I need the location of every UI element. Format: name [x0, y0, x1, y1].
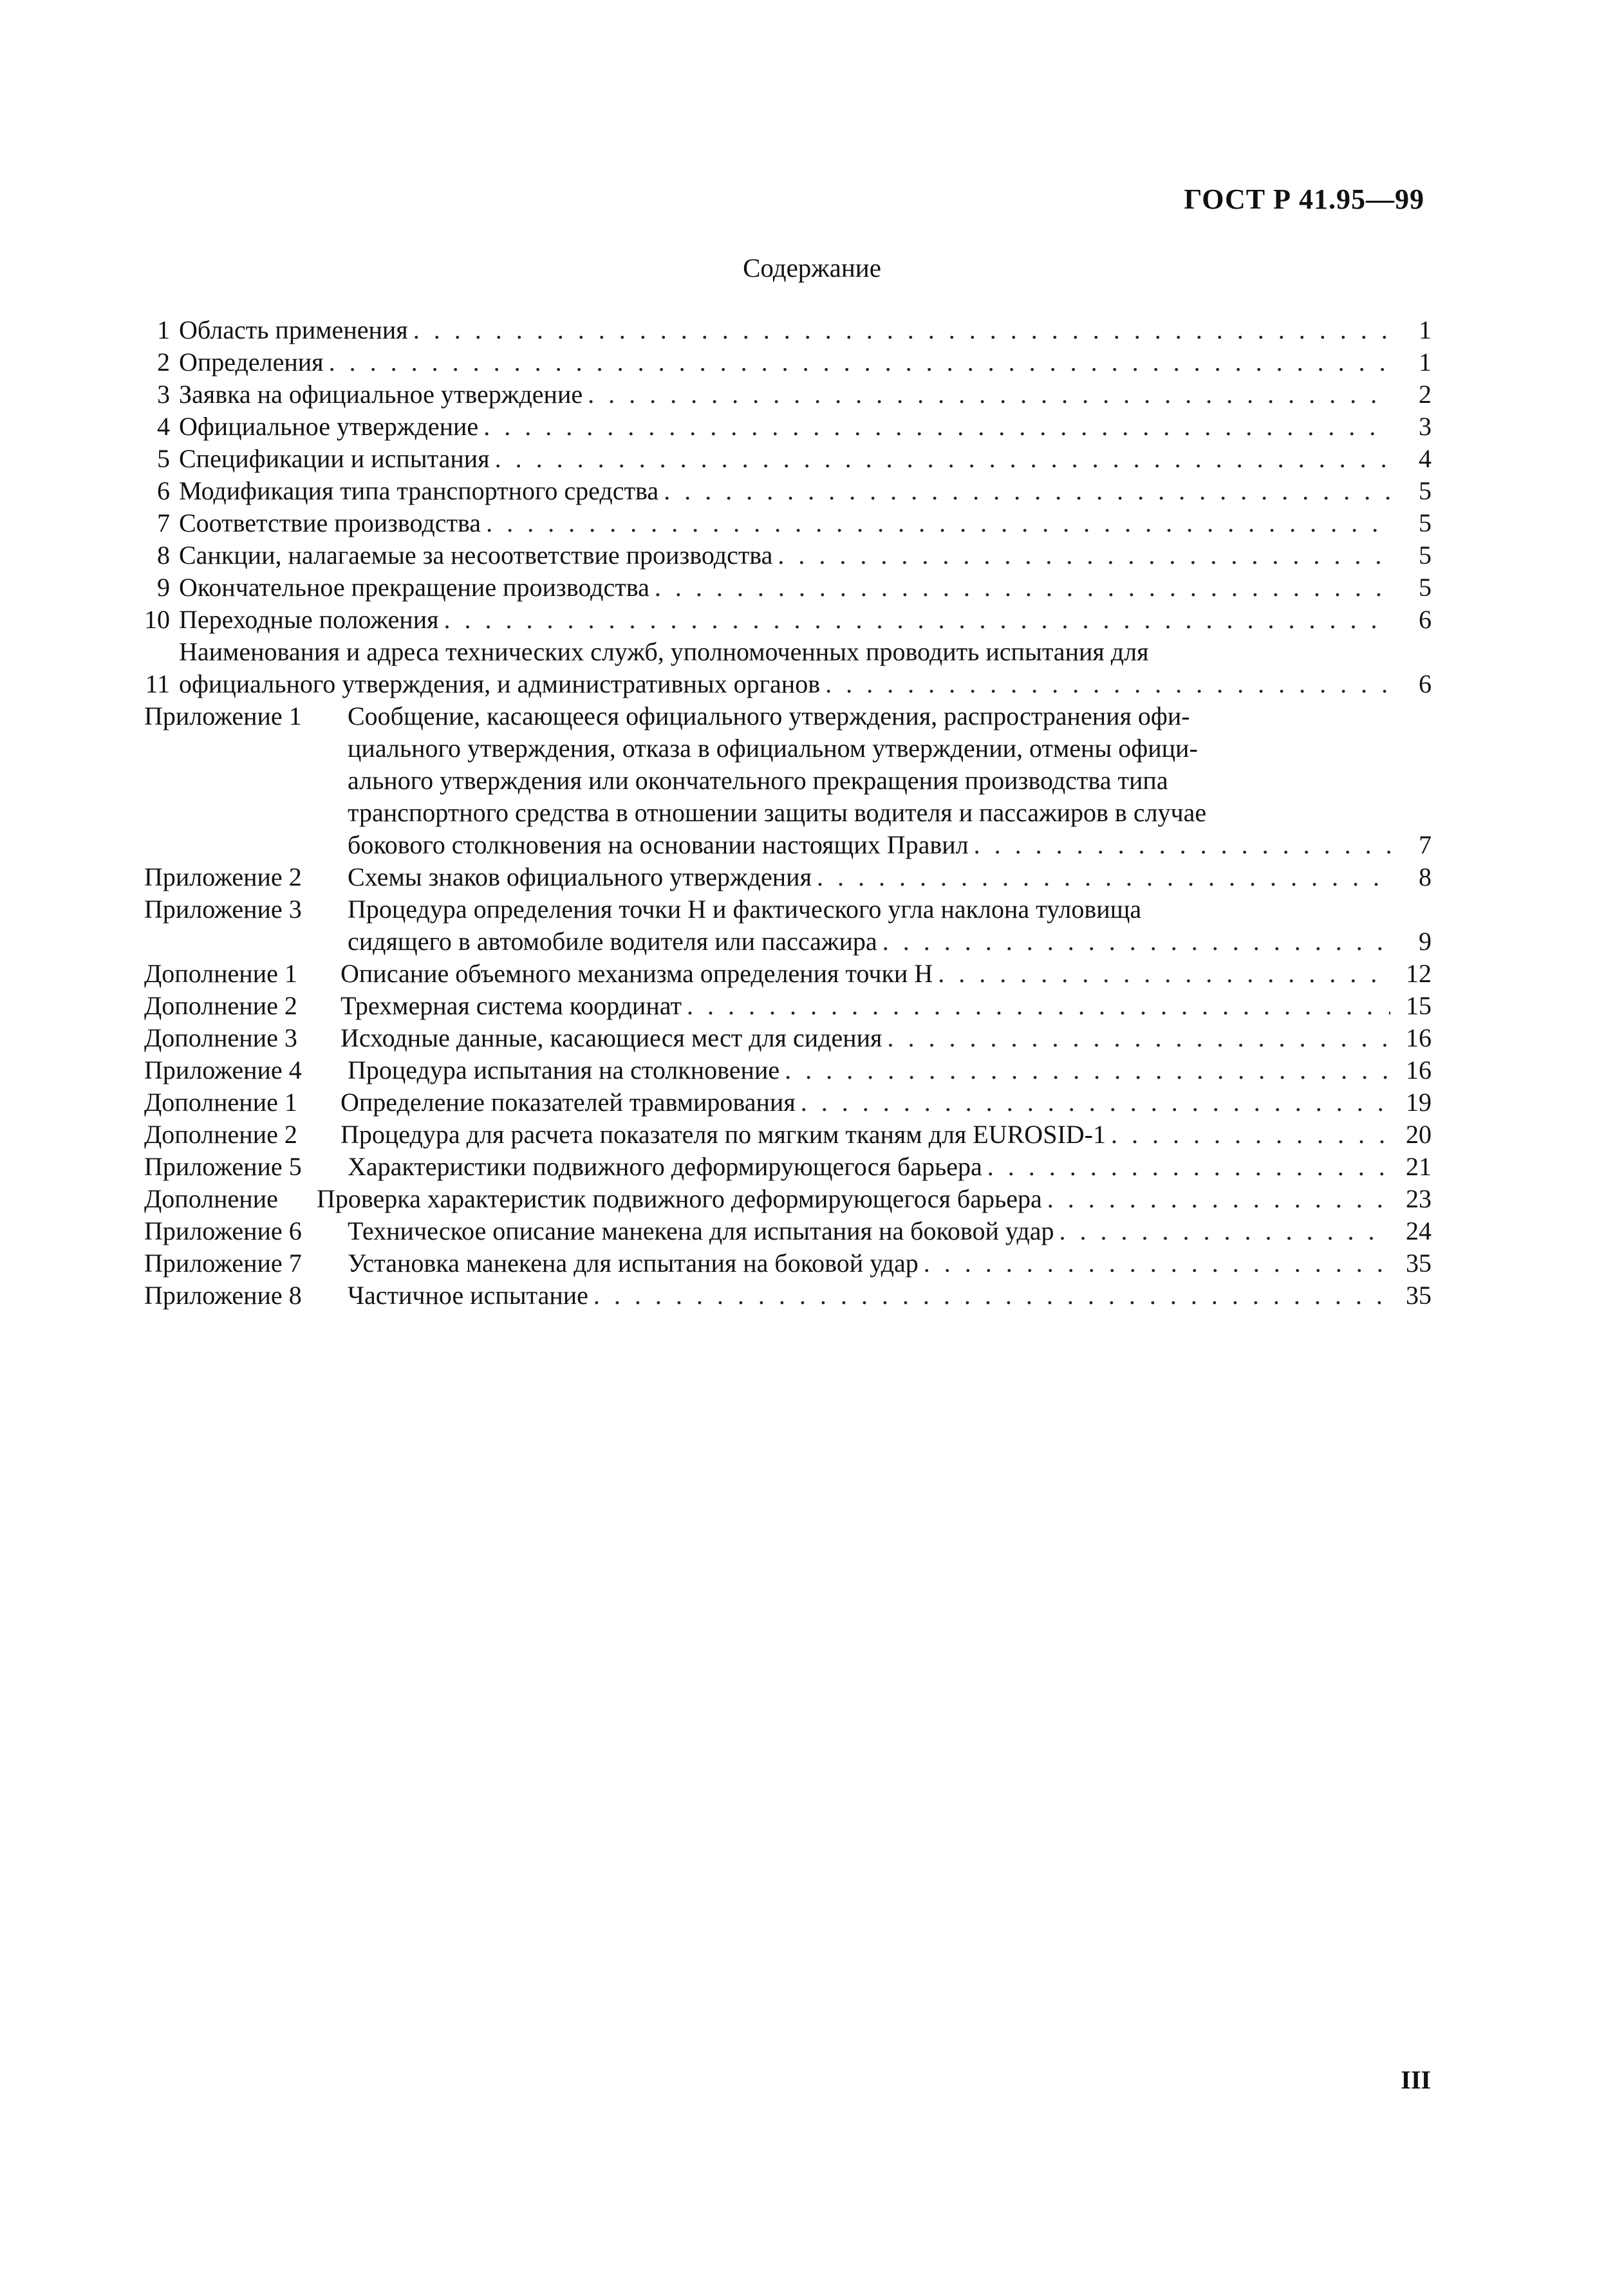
- toc-title: Содержание: [743, 253, 881, 283]
- dot-leader: [588, 378, 1390, 411]
- toc-entry-page: 8: [1419, 862, 1432, 891]
- toc-entry-page: 1: [1419, 315, 1432, 344]
- toc-entry-label: Приложение 3: [144, 895, 302, 924]
- toc-entry-title: Санкции, налагаемые за несоответствие производства: [179, 541, 773, 570]
- toc-entry-page: 20: [1406, 1120, 1432, 1149]
- toc-entry-title: Переходные положения: [179, 605, 439, 634]
- toc-entry[interactable]: [144, 572, 1432, 604]
- toc-entry-label: Дополнение 2: [144, 991, 297, 1020]
- toc-entry-title: Установка манекена для испытания на боковой удар: [348, 1249, 919, 1278]
- document-code: ГОСТ Р 41.95—99: [1184, 183, 1424, 215]
- dot-leader: [664, 475, 1390, 507]
- toc-entry[interactable]: [144, 1183, 1432, 1215]
- toc-entry-page: 35: [1406, 1281, 1432, 1310]
- dot-leader: [413, 314, 1390, 346]
- toc-entry[interactable]: [144, 411, 1432, 443]
- dot-leader: [974, 829, 1390, 861]
- dot-leader: [655, 572, 1390, 604]
- toc-entry-number: 5: [157, 444, 170, 473]
- toc-entry-page: 7: [1419, 830, 1432, 859]
- toc-entry[interactable]: [144, 443, 1432, 475]
- toc-entry[interactable]: [144, 1054, 1432, 1086]
- toc-entry[interactable]: [144, 507, 1432, 539]
- toc-entry-title: Схемы знаков официального утверждения: [348, 862, 812, 891]
- toc-entry[interactable]: [144, 1247, 1432, 1279]
- toc-entry-title: Соответствие производства: [179, 508, 481, 537]
- dot-leader: [801, 1086, 1390, 1119]
- toc-entry-title: Техническое описание манекена для испытания на боковой удар: [348, 1216, 1054, 1245]
- toc-entry-label: Приложение 2: [144, 862, 302, 891]
- toc-entry-label: Приложение 6: [144, 1216, 302, 1245]
- toc-entry-page: 23: [1406, 1184, 1432, 1213]
- toc-entry-title: Заявка на официальное утверждение: [179, 380, 583, 409]
- toc-entry-title-first: Сообщение, касающееся официального утверждения, распространения офи- циального утверждения, отказа в официальном утверждении, отмены офици- ального утверждения или окончательного прекращения производства типа транспортного средства в отношении защиты водителя и пассажиров в случае: [348, 702, 1207, 827]
- dot-leader: [987, 1151, 1390, 1183]
- toc-entry-title: Процедура для расчета показателя по мягким тканям для EUROSID-1: [341, 1120, 1106, 1149]
- toc-entry[interactable]: [144, 1022, 1432, 1054]
- toc-entry-number: 3: [157, 380, 170, 409]
- toc-entry[interactable]: [144, 1151, 1432, 1183]
- toc-entry[interactable]: [144, 1086, 1432, 1119]
- toc-entry[interactable]: [144, 1119, 1432, 1151]
- toc-entry-title-last: бокового столкновения на основании настоящих Правил: [348, 830, 969, 859]
- toc-entry-number: 11: [145, 669, 170, 698]
- toc-entry[interactable]: [144, 378, 1432, 411]
- toc-entry-number: 8: [157, 541, 170, 570]
- toc-entry-number: 2: [157, 348, 170, 377]
- toc-entry-label: Приложение 4: [144, 1056, 302, 1084]
- dot-leader: [1047, 1183, 1390, 1215]
- toc-entry-label: Приложение 1: [144, 702, 302, 730]
- toc-entry[interactable]: [144, 861, 1432, 893]
- toc-entry-title: Проверка характеристик подвижного деформирующегося барьера: [317, 1184, 1042, 1213]
- toc-entry[interactable]: [144, 958, 1432, 990]
- toc-entry[interactable]: [144, 990, 1432, 1022]
- dot-leader: [687, 990, 1390, 1022]
- toc-entry-title: Определение показателей травмирования: [341, 1088, 796, 1117]
- toc-entry-page: 35: [1406, 1249, 1432, 1278]
- toc-entry-label: Дополнение 3: [144, 1023, 297, 1052]
- toc-entry-label: Дополнение: [144, 1184, 278, 1213]
- dot-leader: [1111, 1119, 1390, 1151]
- toc-entry[interactable]: [144, 1215, 1432, 1247]
- toc-entry-title: Официальное утверждение: [179, 412, 479, 441]
- toc-entry-page: 6: [1419, 669, 1432, 698]
- toc-entry[interactable]: [144, 346, 1432, 378]
- dot-leader: [593, 1279, 1390, 1312]
- toc-entry-title-last: сидящего в автомобиле водителя или пассажира: [348, 927, 877, 956]
- dot-leader: [1059, 1215, 1391, 1247]
- toc-entry-page: 5: [1419, 476, 1432, 505]
- toc-entry-page: 15: [1406, 991, 1432, 1020]
- toc-entry-page: 2: [1419, 380, 1432, 409]
- dot-leader: [938, 958, 1390, 990]
- toc-entry-page: 3: [1419, 412, 1432, 441]
- toc-entry[interactable]: [144, 475, 1432, 507]
- toc-entry-page: 5: [1419, 541, 1432, 570]
- toc-entry-title-first: Процедура определения точки Н и фактического угла наклона туловища: [348, 895, 1142, 924]
- toc-entry[interactable]: [144, 604, 1432, 636]
- toc-entry[interactable]: [144, 1279, 1432, 1312]
- toc-entry-title: Область применения: [179, 315, 408, 344]
- toc-entry-title: Частичное испытание: [348, 1281, 588, 1310]
- toc-entry-number: 6: [157, 476, 170, 505]
- dot-leader: [817, 861, 1390, 893]
- toc-entry-number: 7: [157, 508, 170, 537]
- dot-leader: [825, 668, 1390, 700]
- toc-entry-page: 5: [1419, 508, 1432, 537]
- toc-entry-title: Определения: [179, 348, 324, 377]
- toc-entry-title: Характеристики подвижного деформирующегося барьера: [348, 1152, 982, 1181]
- toc-entry-page: 4: [1419, 444, 1432, 473]
- toc-entry-label: Дополнение 1: [144, 959, 297, 988]
- toc-entry-page: 16: [1406, 1056, 1432, 1084]
- toc-entry-label: Приложение 5: [144, 1152, 302, 1181]
- page-number: III: [1401, 2065, 1431, 2094]
- dot-leader: [483, 411, 1390, 443]
- dot-leader: [486, 507, 1390, 539]
- toc-entry-title-first: Наименования и адреса технических служб, уполномоченных проводить испытания для: [179, 637, 1149, 666]
- toc-entry-title: Исходные данные, касающиеся мест для сидения: [341, 1023, 882, 1052]
- toc-entry-title: Трехмерная система координат: [341, 991, 682, 1020]
- toc-entry-number: 1: [157, 315, 170, 344]
- toc-entry[interactable]: [144, 636, 1432, 700]
- toc-entry-title: Процедура испытания на столкновение: [348, 1056, 780, 1084]
- toc-entry-number: 4: [157, 412, 170, 441]
- toc-entry-page: 5: [1419, 573, 1432, 602]
- toc-entry-page: 21: [1406, 1152, 1432, 1181]
- dot-leader: [329, 346, 1390, 378]
- dot-leader: [887, 1022, 1390, 1054]
- toc-entry-title: Модификация типа транспортного средства: [179, 476, 659, 505]
- toc-entry-title: Окончательное прекращение производства: [179, 573, 649, 602]
- dot-leader: [778, 539, 1390, 572]
- dot-leader: [882, 926, 1390, 958]
- table-of-contents: [144, 314, 1432, 1312]
- dot-leader: [444, 604, 1391, 636]
- toc-entry-page: 6: [1419, 605, 1432, 634]
- toc-entry-page: 9: [1419, 927, 1432, 956]
- toc-entry-title-last: официального утверждения, и административных органов: [179, 669, 821, 698]
- toc-entry-label: Дополнение 1: [144, 1088, 297, 1117]
- toc-entry[interactable]: [144, 700, 1432, 861]
- toc-entry-label: Приложение 7: [144, 1249, 302, 1278]
- toc-entry[interactable]: [144, 893, 1432, 958]
- toc-entry-page: 16: [1406, 1023, 1432, 1052]
- toc-entry-label: Дополнение 2: [144, 1120, 297, 1149]
- dot-leader: [924, 1247, 1390, 1279]
- toc-entry[interactable]: [144, 539, 1432, 572]
- toc-entry-page: 12: [1406, 959, 1432, 988]
- toc-entry-number: 9: [157, 573, 170, 602]
- toc-entry-page: 1: [1419, 348, 1432, 377]
- toc-entry-title: Описание объемного механизма определения точки Н: [341, 959, 933, 988]
- toc-entry-number: 10: [144, 605, 170, 634]
- dot-leader: [495, 443, 1390, 475]
- toc-entry-page: 24: [1406, 1216, 1432, 1245]
- toc-entry-label: Приложение 8: [144, 1281, 302, 1310]
- toc-entry-page: 19: [1406, 1088, 1432, 1117]
- toc-entry[interactable]: [144, 314, 1432, 346]
- dot-leader: [785, 1054, 1390, 1086]
- toc-entry-title: Спецификации и испытания: [179, 444, 490, 473]
